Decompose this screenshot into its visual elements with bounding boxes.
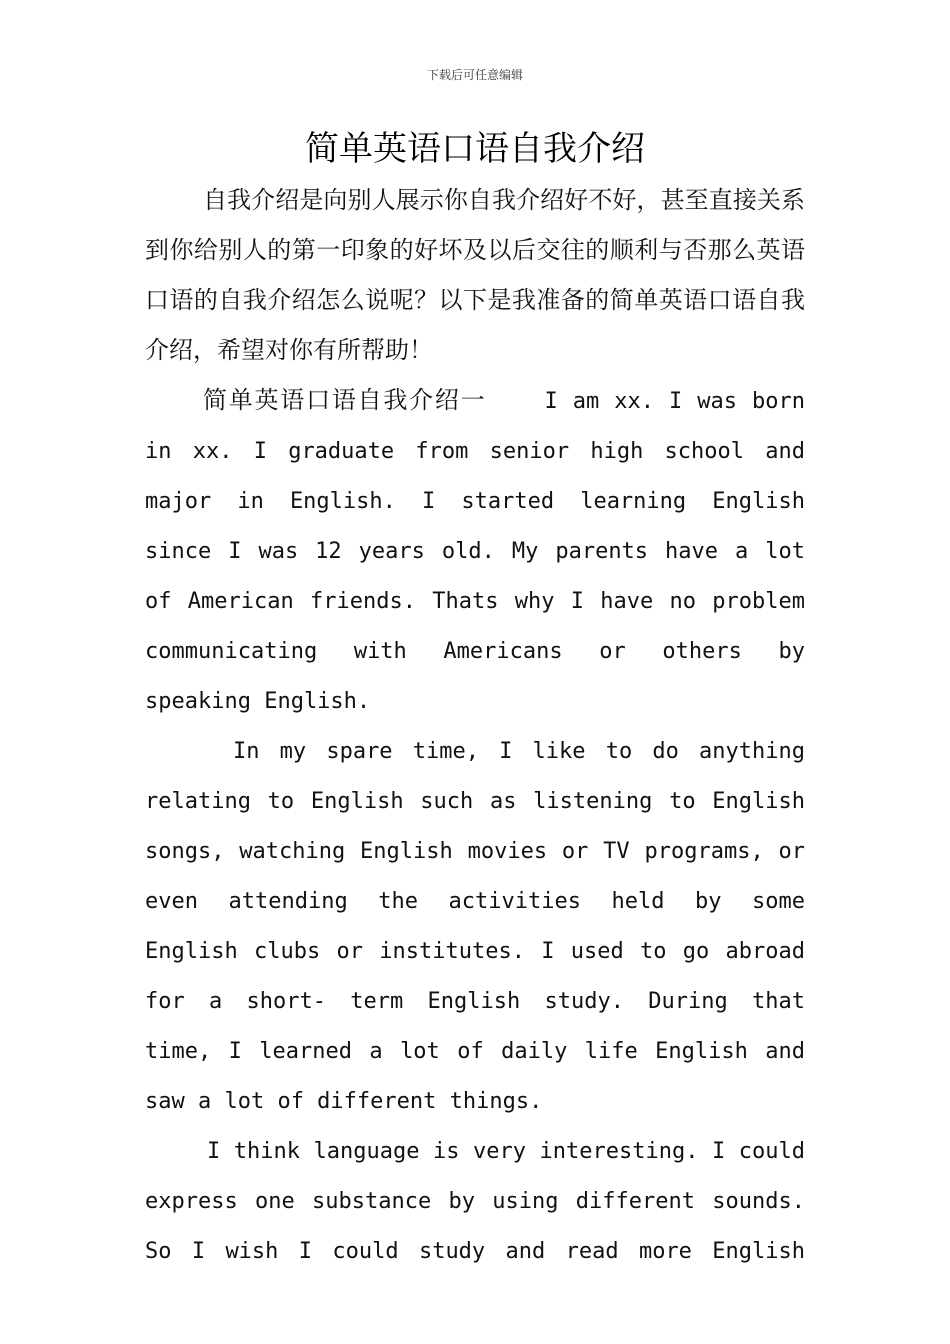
intro-paragraph: 自我介绍是向别人展示你自我介绍好不好，甚至直接关系到你给别人的第一印象的好坏及以后交往的顺利与否那么英语口语的自我介绍怎么说呢？以下是我准备的简单英语口语自我介绍，希望对你有所帮助！ [145, 186, 805, 364]
header-note: 下载后可任意编辑 [426, 68, 523, 82]
paragraph-2: In my spare time, I like to do anything relating to English such as listening to English songs, watching English movies or TV programs, or even attending the activities held by some English clubs or institutes. I used to go abroad for a short- term English study. During that time, I learned a lot of daily life English and saw a lot of different things. [145, 739, 805, 1114]
paragraph-1-text: I am xx. I was born in xx. I graduate from senior high school and major in English. I started learning English since I was 12 years old. My parents have a lot of American friends. Thats why I have no problem communicating with Americans or others by speaking English. [145, 389, 805, 714]
document-title: 简单英语口语自我介绍 [305, 129, 645, 169]
section-1-heading: 简单英语口语自我介绍一 [203, 386, 487, 414]
paragraph-3: I think language is very interesting. I could express one substance by using different sounds. So I wish I could study and read more English [145, 1139, 805, 1264]
document-body [145, 175, 805, 1277]
paragraph-1 [145, 375, 805, 727]
